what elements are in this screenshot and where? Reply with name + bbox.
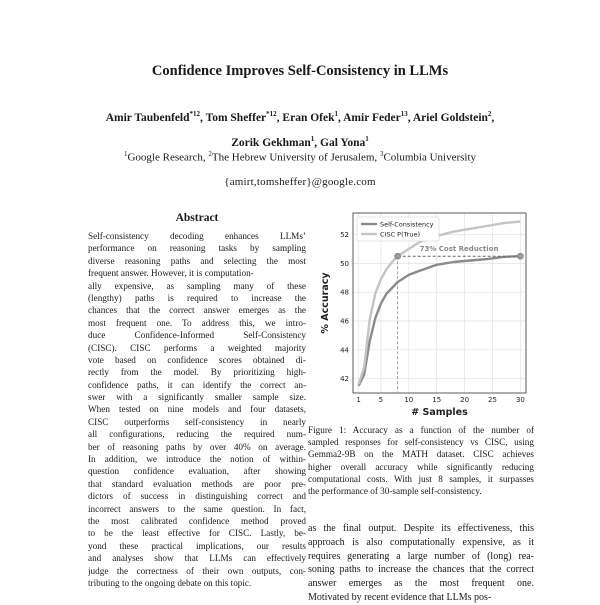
affiliation-marker: 2 bbox=[208, 150, 212, 158]
body-paragraph bbox=[308, 522, 534, 605]
author-affil-marker: 1 bbox=[310, 134, 315, 143]
caption-line: higher overall accuracy while significantly reducing bbox=[308, 461, 534, 472]
abstract-line: When tested on nine models and four datasets, bbox=[88, 404, 306, 415]
y-tick-label: 48 bbox=[340, 288, 349, 297]
abstract-body bbox=[88, 230, 306, 589]
y-axis-label: % Accuracy bbox=[320, 272, 331, 334]
abstract-line: performance on reasoning tasks by sampling bbox=[88, 243, 306, 254]
annotation-point bbox=[395, 253, 401, 259]
x-tick-label: 15 bbox=[432, 396, 442, 404]
author-affil-marker: *12 bbox=[189, 110, 201, 118]
abstract-line: judge the correctness of their own outputs, con- bbox=[88, 565, 306, 576]
abstract-line: yond these practical implications, our results bbox=[88, 540, 306, 551]
legend-label: CISC P(True) bbox=[380, 230, 420, 239]
abstract-line: diverse reasoning paths and selecting the most bbox=[88, 255, 306, 266]
abstract-line: frequent answer. However, it is computation- bbox=[88, 268, 254, 279]
annotation-label: 73% Cost Reduction bbox=[419, 245, 499, 254]
abstract-heading: Abstract bbox=[175, 212, 219, 224]
abstract-line: dictors of success in distinguishing correct and bbox=[88, 491, 306, 502]
author-separator: , bbox=[276, 111, 283, 124]
y-tick-label: 42 bbox=[340, 375, 349, 384]
abstract-line: to be the least effective for CISC. Lastly, be- bbox=[88, 528, 306, 539]
body-line: requires generating a large number of (long) rea- bbox=[308, 550, 534, 562]
author-name: Amir Feder bbox=[343, 111, 401, 124]
body-line: Motivated by recent evidence that LLMs pos- bbox=[308, 591, 492, 603]
author-name: Eran Ofek bbox=[282, 111, 335, 124]
caption-line: the performance of 30-sample self-consistency. bbox=[308, 485, 482, 496]
author-separator: , bbox=[491, 111, 495, 124]
abstract-line: the most calibrated confidence method proved bbox=[88, 515, 306, 526]
caption-line: computational costs. With just 8 samples, it surpasses bbox=[308, 473, 534, 484]
abstract-line: swer with a significantly smaller sample size. bbox=[88, 392, 306, 403]
x-tick-label: 30 bbox=[515, 396, 525, 404]
author-affil-marker: 2 bbox=[487, 110, 492, 118]
caption-line: Figure 1: Accuracy as a function of the number of bbox=[308, 425, 534, 435]
accuracy-chart bbox=[308, 205, 533, 420]
y-tick-label: 46 bbox=[340, 317, 349, 326]
affiliation-name: Google Research, bbox=[127, 151, 209, 164]
author-separator: , bbox=[338, 111, 344, 124]
affiliation-marker: 1 bbox=[123, 150, 128, 158]
author-list bbox=[0, 104, 600, 154]
author-name: Tom Sheffer bbox=[205, 111, 267, 124]
author-affil-marker: 1 bbox=[365, 134, 369, 143]
abstract-line: ber of reasoning paths by over 40% on average. bbox=[88, 441, 306, 452]
author-separator: , bbox=[314, 136, 321, 149]
x-tick-label: 20 bbox=[460, 396, 470, 404]
abstract-line: and analyses show that LLMs can effectively bbox=[88, 553, 306, 564]
affiliation-name: The Hebrew University of Jerusalem, bbox=[211, 151, 380, 164]
author-name: Gal Yona bbox=[320, 136, 366, 149]
body-line: as the final output. Despite its effectiveness, this bbox=[308, 523, 534, 534]
annotation-point bbox=[517, 253, 523, 259]
figure-caption bbox=[308, 424, 534, 497]
affiliations bbox=[0, 150, 600, 164]
affiliation-name: Columbia University bbox=[383, 151, 477, 164]
x-axis-label: # Samples bbox=[411, 407, 468, 418]
abstract-line: most frequent one. To address this, we intro- bbox=[88, 317, 306, 328]
abstract-line: confidence paths, it can identify the correct an- bbox=[88, 379, 306, 390]
abstract-line: vote based on confidence scores obtained di- bbox=[88, 354, 306, 365]
author-affil-marker: 1 bbox=[334, 110, 338, 118]
affiliation-marker: 3 bbox=[379, 150, 384, 158]
paper-title: Confidence Improves Self-Consistency in LLMs bbox=[151, 63, 449, 79]
abstract-line: duce Confidence-Informed Self-Consistency bbox=[88, 330, 306, 341]
x-tick-label: 5 bbox=[378, 396, 384, 404]
y-tick-label: 52 bbox=[340, 231, 349, 240]
x-tick-label: 10 bbox=[404, 396, 414, 404]
abstract-line: Self-consistency decoding enhances LLMs’ bbox=[88, 231, 306, 241]
abstract-line: incorrect answers to the same question. In fact, bbox=[88, 503, 306, 514]
abstract-line: tributing to the ongoing debate on this topic. bbox=[88, 577, 252, 588]
y-tick-label: 50 bbox=[340, 259, 349, 268]
caption-line: Gemma2-9B on the MATH dataset. CISC achieves bbox=[308, 449, 534, 460]
author-name: Zorik Gekhman bbox=[231, 136, 311, 149]
abstract-line: ally expensive, as sampling many of these bbox=[88, 280, 306, 291]
x-tick-label: 1 bbox=[356, 396, 361, 404]
abstract-line: (lengthy) paths is required to increase the bbox=[88, 292, 306, 303]
abstract-line: In addition, we introduce the notion of within- bbox=[88, 454, 306, 465]
author-separator: , bbox=[200, 111, 206, 124]
author-separator: , bbox=[407, 111, 413, 124]
author-affil-marker: 13 bbox=[400, 110, 408, 118]
abstract-line: CISC outperforms self-consistency in nearly bbox=[88, 416, 306, 427]
abstract-line: all configurations, reducing the required num- bbox=[88, 429, 306, 440]
author-email: {amirt,tomsheffer}@google.com bbox=[224, 176, 376, 188]
author-name: Amir Taubenfeld bbox=[105, 111, 190, 124]
author-affil-marker: *12 bbox=[266, 110, 277, 118]
abstract-line: that standard evaluation methods are poor pre- bbox=[88, 478, 306, 489]
x-tick-label: 25 bbox=[488, 396, 497, 404]
abstract-line: question confidence evaluation, after showing bbox=[88, 466, 306, 477]
author-line-1 bbox=[0, 104, 600, 129]
abstract-line: rectly from the model. By prioritizing high- bbox=[88, 367, 306, 378]
abstract-line: chances that the correct answer emerges as the bbox=[88, 305, 306, 316]
body-line: approach is also computationally expensive, as it bbox=[308, 536, 534, 548]
abstract-line: (CISC). CISC performs a weighted majority bbox=[88, 342, 306, 353]
y-tick-label: 44 bbox=[340, 346, 349, 355]
legend-label: Self-Consistency bbox=[380, 220, 434, 229]
body-line: answer emerges as the most frequent one. bbox=[308, 578, 534, 590]
caption-line: sampled responses for self-consistency vs CISC, using bbox=[308, 437, 534, 448]
author-name: Ariel Goldstein bbox=[412, 111, 488, 124]
body-line: soning paths to increase the chances that the correct bbox=[308, 564, 534, 576]
